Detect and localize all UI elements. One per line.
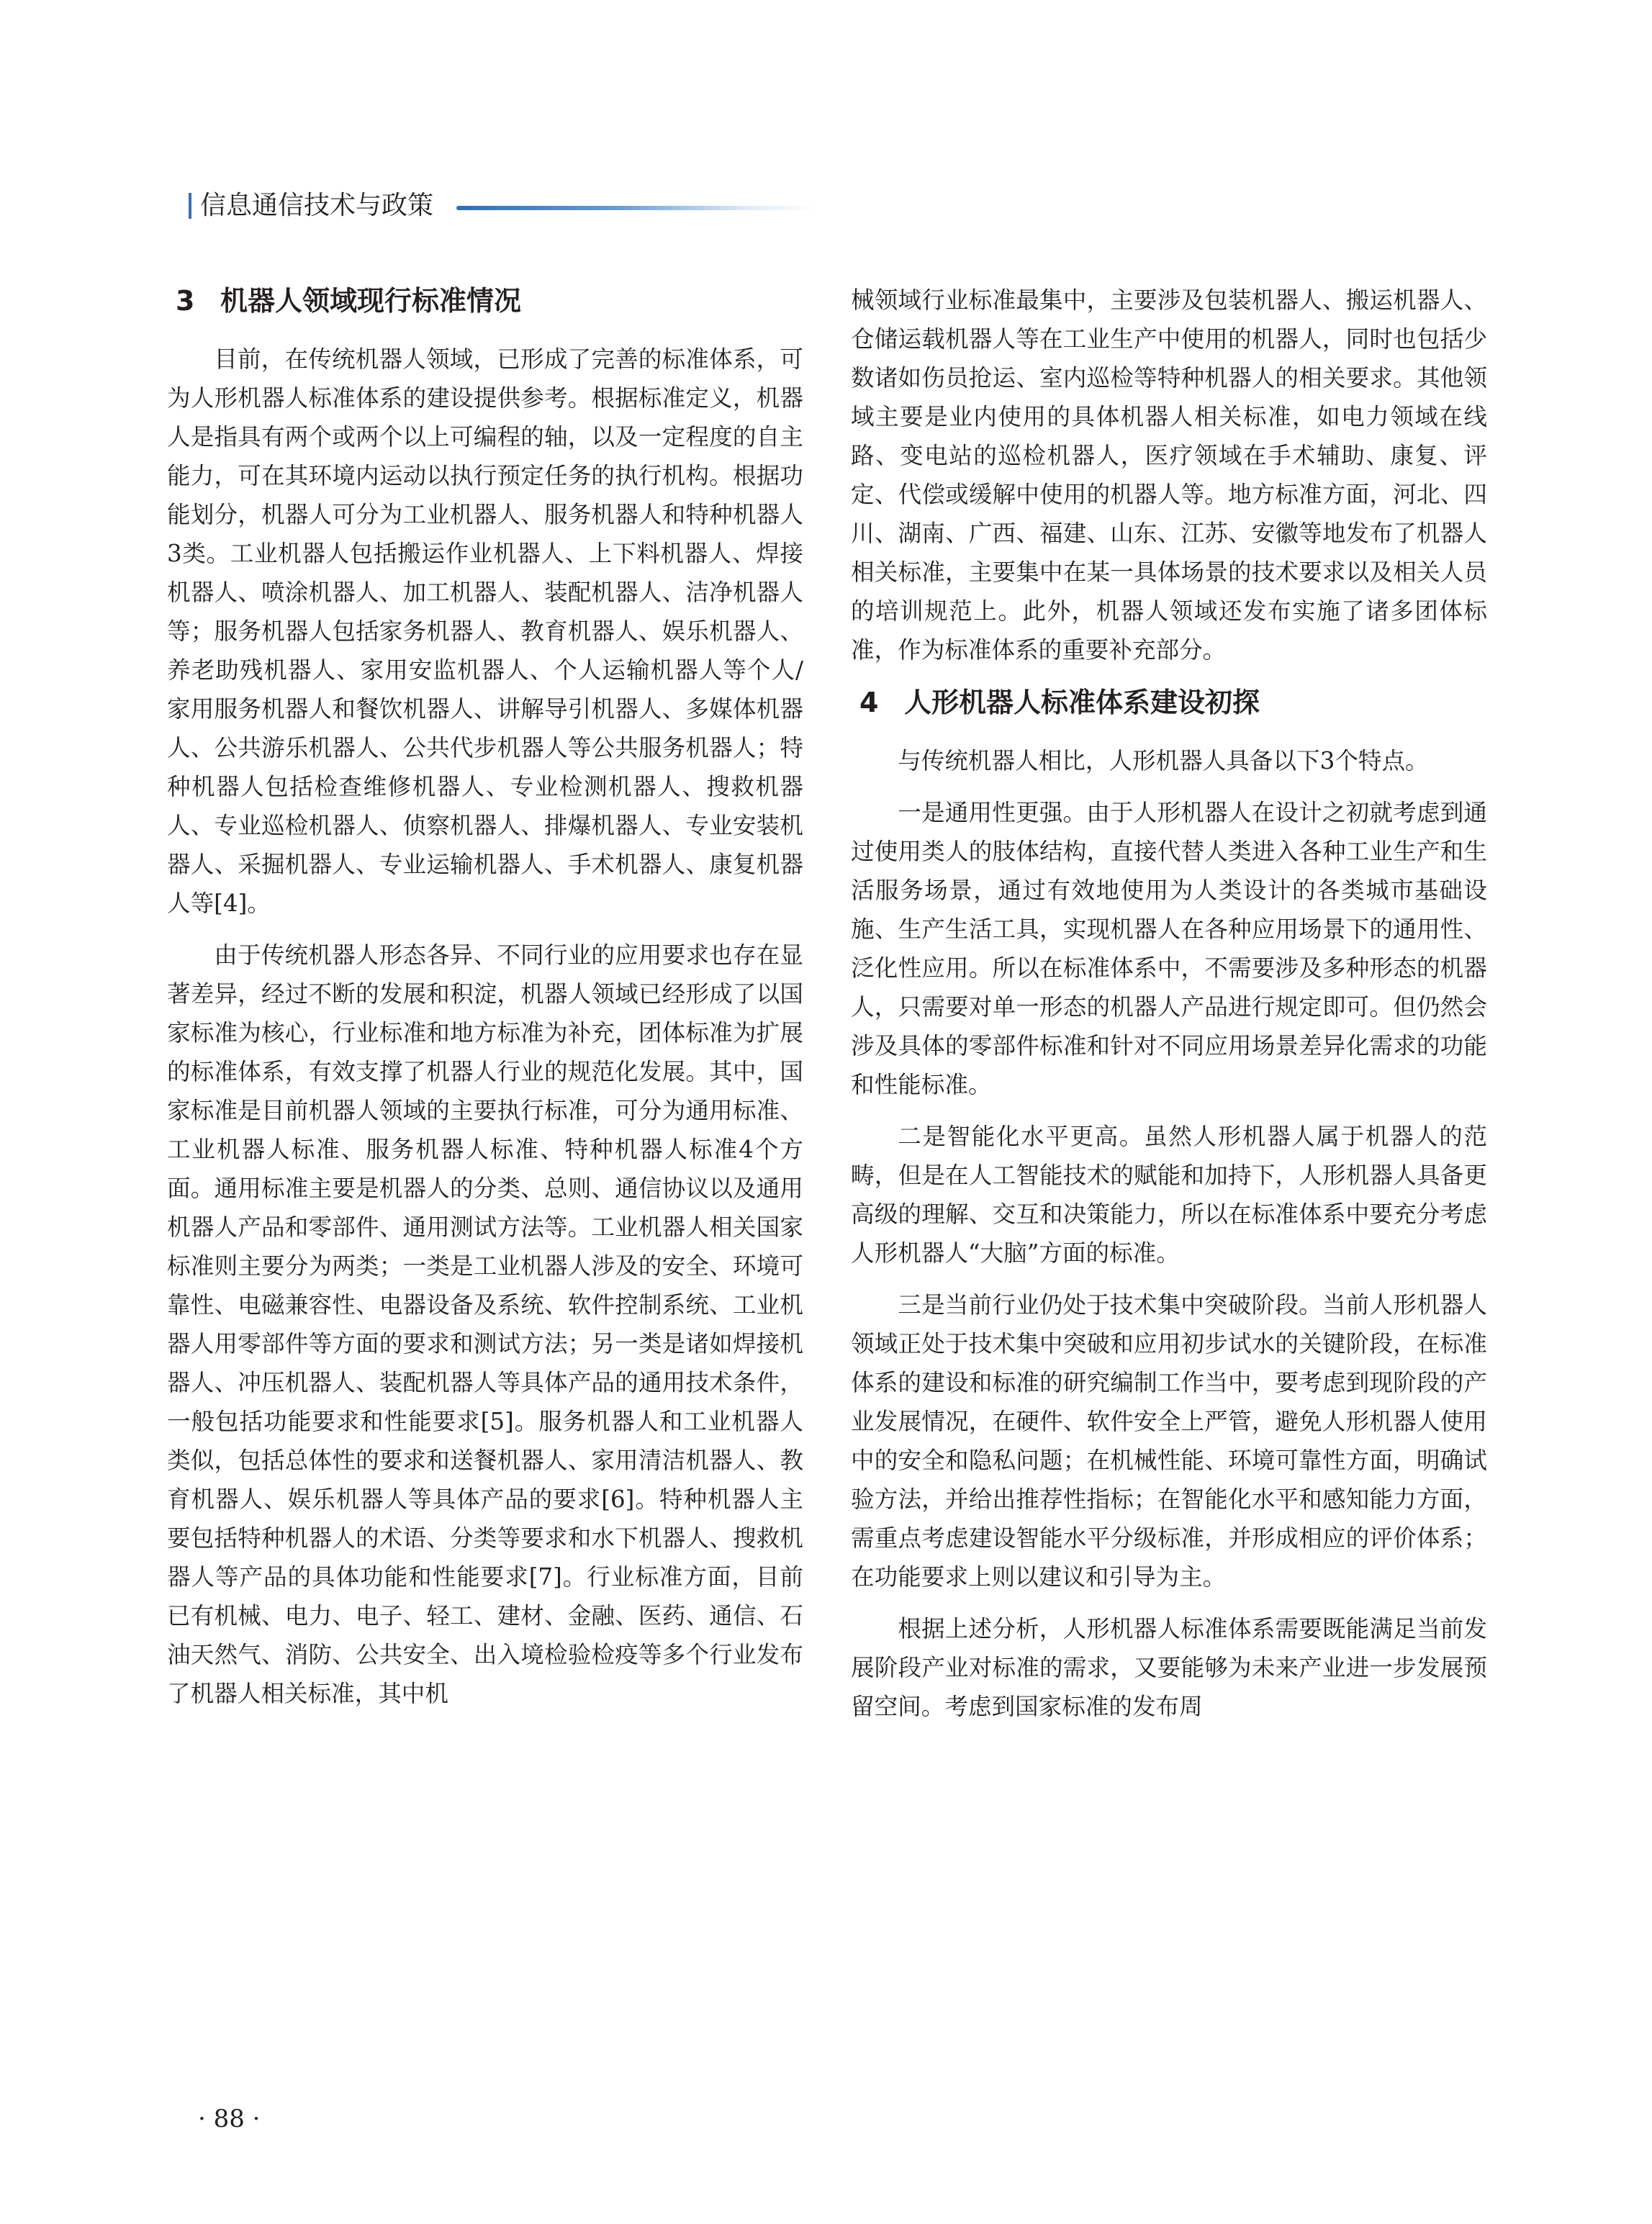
section-4-paragraph-3: 二是智能化水平更高。虽然人形机器人属于机器人的范畴，但是在人工智能技术的赋能和加持下，人形机器人具备更高级的理解、交互和决策能力，所以在标准体系中要充分考虑人形机器人“大脑”方面的标准。 [851, 1123, 1487, 1267]
header-accent-bar [189, 193, 191, 219]
section-4-title: 人形机器人标准体系建设初探 [904, 687, 1260, 718]
left-column [167, 281, 803, 1726]
section-4-heading [851, 682, 1487, 723]
section-3-paragraph-1: 目前，在传统机器人领域，已形成了完善的标准体系，可为人形机器人标准体系的建设提供参考。根据标准定义，机器人是指具有两个或两个以上可编程的轴，以及一定程度的自主能力，可在其环境内运动以执行预定任务的执行机构。根据功能划分，机器人可分为工业机器人、服务机器人和特种机器人3类。工业机器人包括搬运作业机器人、上下料机器人、焊接机器人、喷涂机器人、加工机器人、装配机器人、洁净机器人等；服务机器人包括家务机器人、教育机器人、娱乐机器人、养老助残机器人、家用安监机器人、个人运输机器人等个人/家用服务机器人和餐饮机器人、讲解导引机器人、多媒体机器人、公共游乐机器人、公共代步机器人等公共服务机器人；特种机器人包括检查维修机器人、专业检测机器人、搜救机器人、专业巡检机器人、侦察机器人、排爆机器人、专业安装机器人、采掘机器人、专业运输机器人、手术机器人、康复机器人等[4]。 [167, 345, 803, 917]
section-3-heading [167, 281, 803, 321]
section-3-paragraph-2-continued: 械领域行业标准最集中，主要涉及包装机器人、搬运机器人、仓储运载机器人等在工业生产中使用的机器人，同时也包括少数诸如伤员抢运、室内巡检等特种机器人的相关要求。其他领域主要是业内使用的具体机器人相关标准，如电力领域在线路、变电站的巡检机器人，医疗领域在手术辅助、康复、评定、代偿或缓解中使用的机器人等。地方标准方面，河北、四川、湖南、广西、福建、山东、江苏、安徽等地发布了机器人相关标准，主要集中在某一具体场景的技术要求以及相关人员的培训规范上。此外，机器人领域还发布实施了诸多团体标准，作为标准体系的重要补充部分。 [851, 286, 1487, 664]
page-number: · 88 · [198, 2105, 261, 2133]
section-4-paragraph-1: 与传统机器人相比，人形机器人具备以下3个特点。 [898, 747, 1429, 774]
running-header [189, 189, 808, 225]
journal-title: 信息通信技术与政策 [200, 191, 434, 220]
section-3-title: 机器人领域现行标准情况 [220, 285, 522, 317]
section-3-paragraph-2: 由于传统机器人形态各异、不同行业的应用要求也存在显著差异，经过不断的发展和积淀，机器人领域已经形成了以国家标准为核心，行业标准和地方标准为补充，团体标准为扩展的标准体系，有效支撑了机器人行业的规范化发展。其中，国家标准是目前机器人领域的主要执行标准，可分为通用标准、工业机器人标准、服务机器人标准、特种机器人标准4个方面。通用标准主要是机器人的分类、总则、通信协议以及通用机器人产品和零部件、通用测试方法等。工业机器人相关国家标准则主要分为两类；一类是工业机器人涉及的安全、环境可靠性、电磁兼容性、电器设备及系统、软件控制系统、工业机器人用零部件等方面的要求和测试方法；另一类是诸如焊接机器人、冲压机器人、装配机器人等具体产品的通用技术条件，一般包括功能要求和性能要求[5]。服务机器人和工业机器人类似，包括总体性的要求和送餐机器人、家用清洁机器人、教育机器人、娱乐机器人等具体产品的要求[6]。特种机器人主要包括特种机器人的术语、分类等要求和水下机器人、搜救机器人等产品的具体功能和性能要求[7]。行业标准方面，目前已有机械、电力、电子、轻工、建材、金融、医药、通信、石油天然气、消防、公共安全、出入境检验检疫等多个行业发布了机器人相关标准，其中机 [167, 941, 803, 1707]
section-4-paragraph-5: 根据上述分析，人形机器人标准体系需要既能满足当前发展阶段产业对标准的需求，又要能够为未来产业进一步发展预留空间。考虑到国家标准的发布周 [851, 1615, 1487, 1720]
section-4-paragraph-2: 一是通用性更强。由于人形机器人在设计之初就考虑到通过使用类人的肢体结构，直接代替人类进入各种工业生产和生活服务场景，通过有效地使用为人类设计的各类城市基础设施、生产生活工具，实现机器人在各种应用场景下的通用性、泛化性应用。所以在标准体系中，不需要涉及多种形态的机器人，只需要对单一形态的机器人产品进行规定即可。但仍然会涉及具体的零部件标准和针对不同应用场景差异化需求的功能和性能标准。 [851, 799, 1487, 1098]
section-3-number: 3 [176, 285, 195, 317]
section-4-number: 4 [859, 687, 879, 718]
right-column [851, 281, 1487, 1739]
header-rule [456, 206, 816, 210]
section-4-paragraph-4: 三是当前行业仍处于技术集中突破阶段。当前人形机器人领域正处于技术集中突破和应用初步试水的关键阶段，在标准体系的建设和标准的研究编制工作当中，要考虑到现阶段的产业发展情况，在硬件、软件安全上严管，避免人形机器人使用中的安全和隐私问题；在机械性能、环境可靠性方面，明确试验方法，并给出推荐性指标；在智能化水平和感知能力方面，需重点考虑建设智能水平分级标准，并形成相应的评价体系；在功能要求上则以建议和引导为主。 [851, 1291, 1487, 1591]
